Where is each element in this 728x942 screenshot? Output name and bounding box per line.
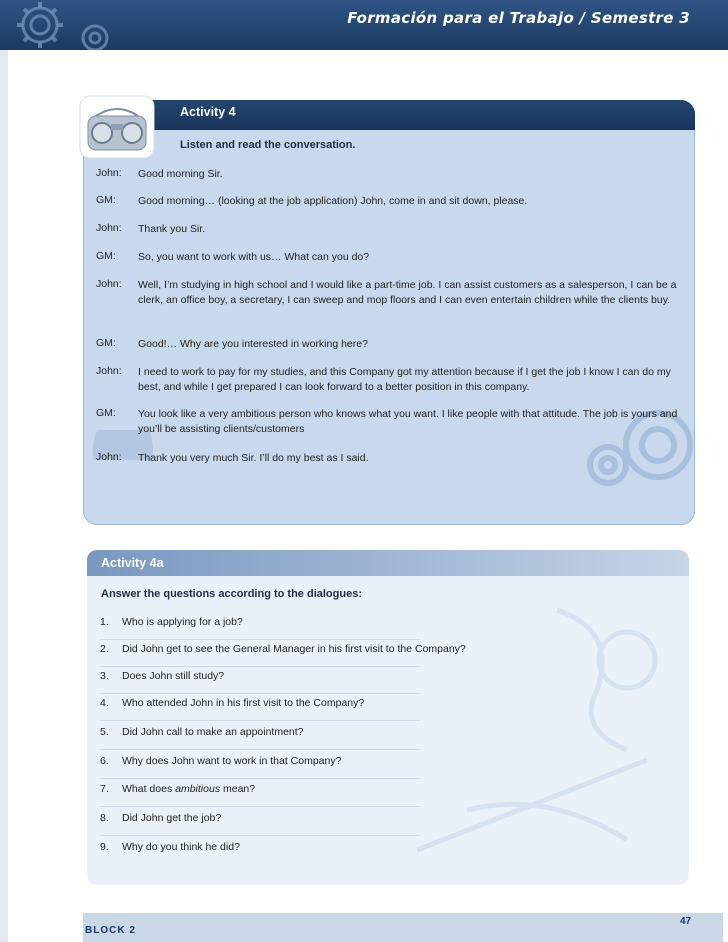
question-number: 9. — [100, 841, 109, 853]
speaker: GM: — [96, 194, 116, 206]
speaker: GM: — [96, 337, 116, 349]
question-number: 1. — [100, 616, 109, 628]
footer-bar — [83, 913, 723, 942]
question-number: 2. — [100, 643, 109, 655]
question-text: Why does John want to work in that Company? — [122, 755, 342, 767]
speaker: GM: — [96, 407, 116, 419]
line-text: Thank you very much Sir. I’ll do my best as I said. — [138, 452, 369, 464]
boombox-icon — [78, 94, 156, 160]
question-text: Does John still study? — [122, 670, 225, 682]
line-text: Well, I’m studying in high school and I would like a part-time job. I can assist customers as a salesperson, I can be a clerk, an office boy, a secretary, I can sweep and mop floors and I can even entertain children while the clients buy. — [138, 279, 677, 306]
activity-4a-panel — [87, 550, 689, 885]
line-text: You look like a very ambitious person who knows what you want. I like people with that attitude. The job is yours and you’ll be assisting clients/customers — [138, 408, 678, 435]
header-title: Formación para el Trabajo / Semestre 3 — [347, 9, 690, 27]
question-number: 6. — [100, 755, 109, 767]
question-number: 3. — [100, 670, 109, 682]
question-number: 7. — [100, 783, 109, 795]
line-text: Good!… Why are you interested in working here? — [138, 338, 368, 350]
question-number: 5. — [100, 726, 109, 738]
question-text-post: mean? — [220, 783, 256, 795]
line-text: I need to work to pay for my studies, and this Company got my attention because if I get the job I know I can do my best, and while I get prepared I can look forward to a better position in this company. — [138, 366, 671, 393]
line-text: Good morning Sir. — [138, 168, 223, 180]
speaker: GM: — [96, 250, 116, 262]
page-header — [0, 0, 728, 50]
question-text-emphasis: ambitious — [175, 783, 221, 795]
question-text-pre: What does — [122, 783, 176, 795]
speaker: John: — [96, 451, 122, 463]
activity-4-title-bar — [83, 100, 695, 130]
question-text: Who attended John in his first visit to the Company? — [122, 697, 365, 709]
question-text: Who is applying for a job? — [122, 616, 243, 628]
speaker: John: — [96, 278, 122, 290]
question-number: 8. — [100, 812, 109, 824]
question-text: Did John get to see the General Manager in his first visit to the Company? — [122, 643, 466, 655]
gear-icon — [0, 0, 160, 50]
line-text: Good morning… (looking at the job application) John, come in and sit down, please. — [138, 195, 528, 207]
line-text: Thank you Sir. — [138, 223, 206, 235]
activity-4a-instruction: Answer the questions according to the dialogues: — [101, 588, 362, 600]
question-text: Did John get the job? — [122, 812, 222, 824]
speaker: John: — [96, 167, 122, 179]
speaker: John: — [96, 222, 122, 234]
left-strip — [0, 50, 8, 942]
activity-4a-title-bar — [87, 550, 689, 576]
question-text: Did John call to make an appointment? — [122, 726, 304, 738]
page-number: 47 — [680, 916, 692, 927]
activity-4a-title: Activity 4a — [101, 556, 164, 570]
activity-4-title: Activity 4 — [180, 105, 236, 119]
line-text: So, you want to work with us… What can you do? — [138, 251, 370, 263]
question-text: Why do you think he did? — [122, 841, 240, 853]
speaker: John: — [96, 365, 122, 377]
block-label: BLOCK 2 — [85, 925, 136, 936]
activity-4-instruction: Listen and read the conversation. — [180, 139, 356, 151]
question-text — [122, 783, 255, 795]
question-number: 4. — [100, 697, 109, 709]
